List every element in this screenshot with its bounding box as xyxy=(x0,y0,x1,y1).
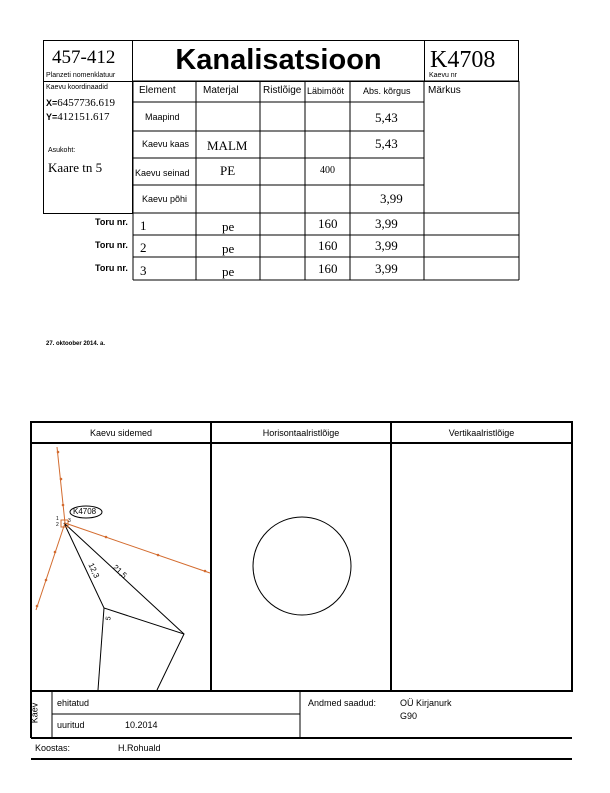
pipe-number-label: 2 xyxy=(56,522,59,528)
location-label: Asukoht: xyxy=(48,147,76,154)
document-date: 27. oktoober 2014. a. xyxy=(46,341,106,347)
page-title: Kanalisatsioon xyxy=(175,44,382,76)
col-diameter: Läbimõõt xyxy=(307,86,345,96)
row-height: 5,43 xyxy=(375,136,398,151)
col-section: Ristlõige xyxy=(263,85,302,96)
row-diameter: 400 xyxy=(320,165,335,176)
author-label: Koostas: xyxy=(35,743,71,753)
surveyed-label: uuritud xyxy=(57,720,85,730)
pipe-diameter: 160 xyxy=(318,261,338,276)
author-name: H.Rohuald xyxy=(118,743,161,753)
y-value: 412151.617 xyxy=(57,111,110,123)
col-element: Element xyxy=(139,85,176,96)
col-notes: Märkus xyxy=(428,85,461,96)
pipe-number: 3 xyxy=(140,263,147,278)
pipe-material: pe xyxy=(222,241,235,256)
row-height: 3,99 xyxy=(380,191,403,206)
company-name: OÜ Kirjanurk xyxy=(400,698,452,708)
col-height: Abs. kõrgus xyxy=(363,86,411,96)
surveyed-value: 10.2014 xyxy=(125,720,158,730)
row-element: Kaevu seinad xyxy=(135,168,190,178)
dimension-label: 5 xyxy=(105,615,113,622)
row-material: MALM xyxy=(207,138,248,153)
panel-title-vertical: Vertikaalristlõige xyxy=(448,428,515,438)
row-element: Maapind xyxy=(145,112,180,122)
pipe-number: 2 xyxy=(140,240,147,255)
coordinates-label: Kaevu koordinaadid xyxy=(46,84,108,91)
sheet-number: 457-412 xyxy=(52,47,116,68)
well-number: K4708 xyxy=(430,47,496,73)
panel-title-connections: Kaevu sidemed xyxy=(89,428,153,438)
well-tag: K4708 xyxy=(73,507,97,516)
pipe-diameter: 160 xyxy=(318,238,338,253)
pipe-label: Toru nr. xyxy=(95,263,128,273)
company-code: G90 xyxy=(400,711,418,721)
pipe-material: pe xyxy=(222,219,235,234)
pipe-label: Toru nr. xyxy=(95,240,128,250)
pipe-label: Toru nr. xyxy=(95,217,128,227)
panel-title-horizontal: Horisontaalristlõige xyxy=(262,428,340,438)
row-element: Kaevu kaas xyxy=(142,139,190,149)
row-material: PE xyxy=(220,163,236,178)
pipe-height: 3,99 xyxy=(375,238,398,253)
dimension-label: 21,5 xyxy=(110,562,129,581)
footer-side-label: Kaev xyxy=(29,702,40,724)
built-label: ehitatud xyxy=(57,698,90,708)
row-height: 5,43 xyxy=(375,110,398,125)
y-label: Y= xyxy=(46,112,58,122)
pipe-height: 3,99 xyxy=(375,261,398,276)
pipe-number-label: 3 xyxy=(68,518,71,524)
x-value: 6457736.619 xyxy=(57,97,116,109)
pipe-number-label: 1 xyxy=(56,516,59,522)
pipe-number: 1 xyxy=(140,218,147,233)
data-source-label: Andmed saadud: xyxy=(308,698,377,708)
col-material: Materjal xyxy=(203,85,239,96)
pipe-height: 3,99 xyxy=(375,216,398,231)
pipe-diameter: 160 xyxy=(318,216,338,231)
row-element: Kaevu põhi xyxy=(142,194,188,204)
x-label: X= xyxy=(46,98,58,108)
pipe-material: pe xyxy=(222,264,235,279)
location-value: Kaare tn 5 xyxy=(48,160,103,175)
sheet-label: Planzeti nomenklatuur xyxy=(46,72,116,79)
well-number-label: Kaevu nr xyxy=(429,72,458,79)
dimension-label: 12,3 xyxy=(86,561,102,580)
